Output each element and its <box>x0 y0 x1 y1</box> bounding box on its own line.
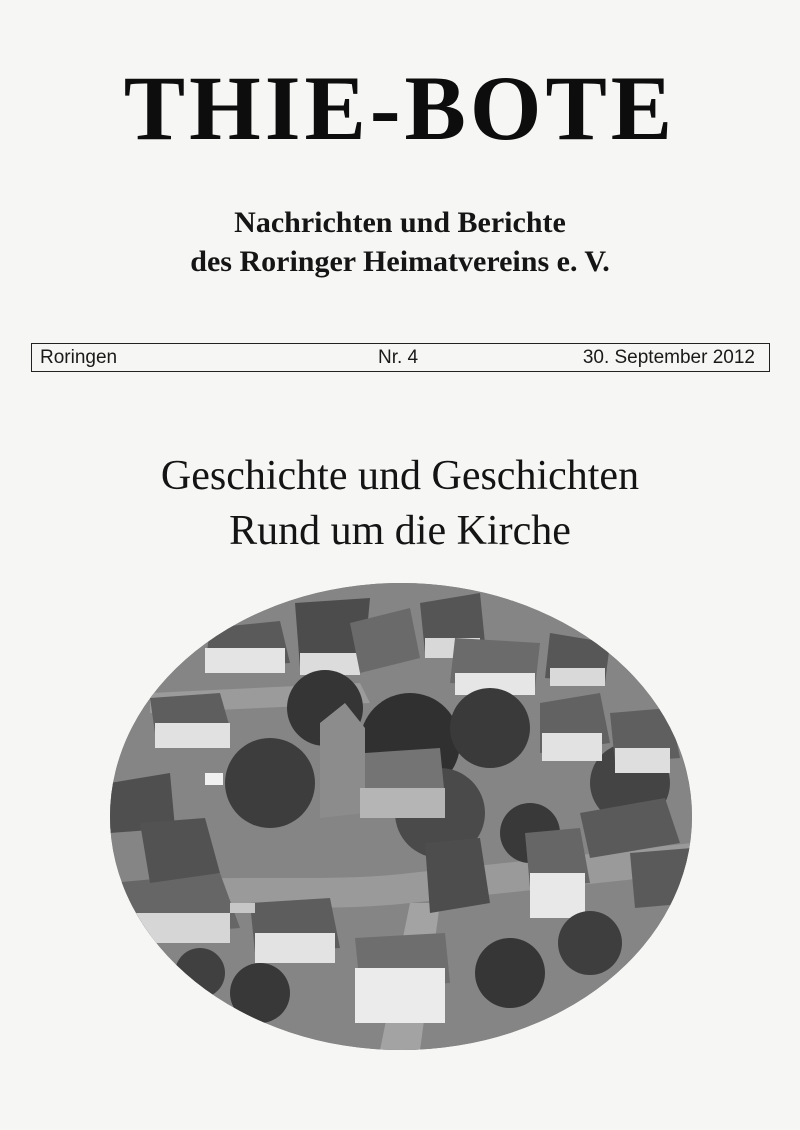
issue-info-bar <box>31 343 770 372</box>
headline-line-2: Rund um die Kirche <box>229 508 571 554</box>
issue-place: Roringen <box>40 347 118 368</box>
subtitle-line-1: Nachrichten und Berichte <box>234 206 566 239</box>
issue-date: 30. September 2012 <box>582 347 755 368</box>
headline-line-1: Geschichte und Geschichten <box>160 453 640 499</box>
subtitle-line-2: des Roringer Heimatvereins e. V. <box>190 245 610 278</box>
masthead-title: THIE-BOTE <box>123 57 677 159</box>
issue-number: Nr. 4 <box>378 347 419 368</box>
aerial-village-photo <box>110 583 692 1050</box>
